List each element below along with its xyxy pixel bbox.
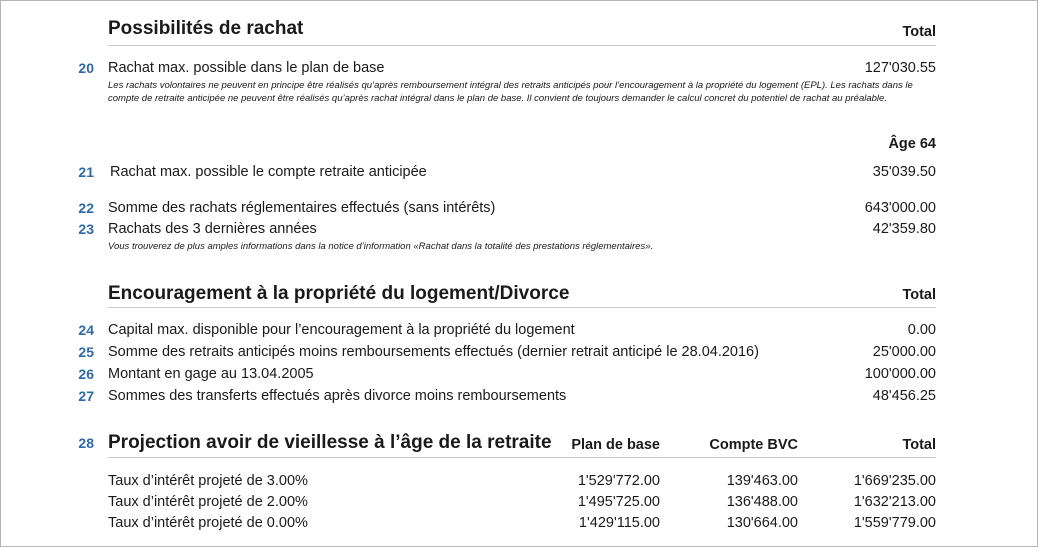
- section-title-epl: Encouragement à la propriété du logement/Divorce: [108, 283, 570, 304]
- row-label: Somme des retraits anticipés moins remboursements effectués (dernier retrait anticipé le 28.04.2016): [108, 344, 759, 360]
- section-divider: [108, 457, 936, 458]
- column-header-total: Total: [902, 287, 936, 303]
- projection-bvc-value: 130'664.00: [726, 515, 798, 531]
- section-divider: [108, 45, 936, 46]
- row-number: 23: [78, 221, 94, 237]
- row-value: 100'000.00: [864, 366, 936, 382]
- row-number: 26: [78, 366, 94, 382]
- row-value: 25'000.00: [872, 344, 936, 360]
- note-rachat: Les rachats volontaires ne peuvent en principe être réalisés qu’après remboursement intégral des retraits anticipés pour l’encouragement à la propriété du logement (EPL). Les rachats dans le compte de retraite anticipée ne peuvent être réalisés qu’après rachat intégral dans le plan de base. Il convient de toujours demander le calcul concret du potentiel de rachat au préalable.: [108, 80, 913, 104]
- section-title-projection: Projection avoir de vieillesse à l’âge de la retraite: [108, 432, 552, 453]
- column-header-age: Âge 64: [888, 136, 936, 152]
- projection-total-value: 1'632'213.00: [853, 494, 936, 510]
- projection-plan-value: 1'495'725.00: [577, 494, 660, 510]
- column-header-plan: Plan de base: [571, 437, 660, 453]
- row-label: Sommes des transferts effectués après divorce moins remboursements: [108, 388, 567, 404]
- row-number: 25: [78, 344, 94, 360]
- row-value: 643'000.00: [864, 200, 936, 216]
- row-label: Rachat max. possible le compte retraite anticipée: [110, 164, 427, 180]
- projection-bvc-value: 136'488.00: [726, 494, 798, 510]
- row-label: Capital max. disponible pour l’encouragement à la propriété du logement: [108, 322, 575, 338]
- projection-total-value: 1'559'779.00: [853, 515, 936, 531]
- row-number: 27: [78, 388, 94, 404]
- row-value: 0.00: [907, 322, 936, 338]
- row-label: Rachat max. possible dans le plan de base: [108, 60, 385, 76]
- projection-row-label: Taux d’intérêt projeté de 3.00%: [108, 473, 308, 489]
- row-number: 20: [78, 60, 94, 76]
- column-header-bvc: Compte BVC: [709, 437, 798, 453]
- row-label: Montant en gage au 13.04.2005: [108, 366, 314, 382]
- row-value: 35'039.50: [872, 164, 936, 180]
- projection-plan-value: 1'429'115.00: [578, 515, 660, 531]
- projection-plan-value: 1'529'772.00: [577, 473, 660, 489]
- column-header-total: Total: [902, 24, 936, 40]
- projection-bvc-value: 139'463.00: [726, 473, 798, 489]
- note-info: Vous trouverez de plus amples informations dans la notice d’information «Rachat dans la totalité des prestations réglementaires».: [108, 241, 654, 252]
- section-divider: [108, 307, 936, 308]
- projection-total-value: 1'669'235.00: [853, 473, 936, 489]
- section-title-rachat: Possibilités de rachat: [108, 18, 304, 39]
- row-label: Rachats des 3 dernières années: [108, 221, 317, 237]
- row-value: 42'359.80: [872, 221, 936, 237]
- row-label: Somme des rachats réglementaires effectués (sans intérêts): [108, 200, 496, 216]
- row-number: 28: [78, 435, 94, 451]
- row-number: 24: [78, 322, 94, 338]
- column-header-total: Total: [902, 437, 936, 453]
- row-number: 21: [78, 164, 94, 180]
- row-value: 48'456.25: [872, 388, 936, 404]
- row-value: 127'030.55: [864, 60, 936, 76]
- projection-row-label: Taux d’intérêt projeté de 2.00%: [108, 494, 308, 510]
- projection-row-label: Taux d’intérêt projeté de 0.00%: [108, 515, 308, 531]
- row-number: 22: [78, 200, 94, 216]
